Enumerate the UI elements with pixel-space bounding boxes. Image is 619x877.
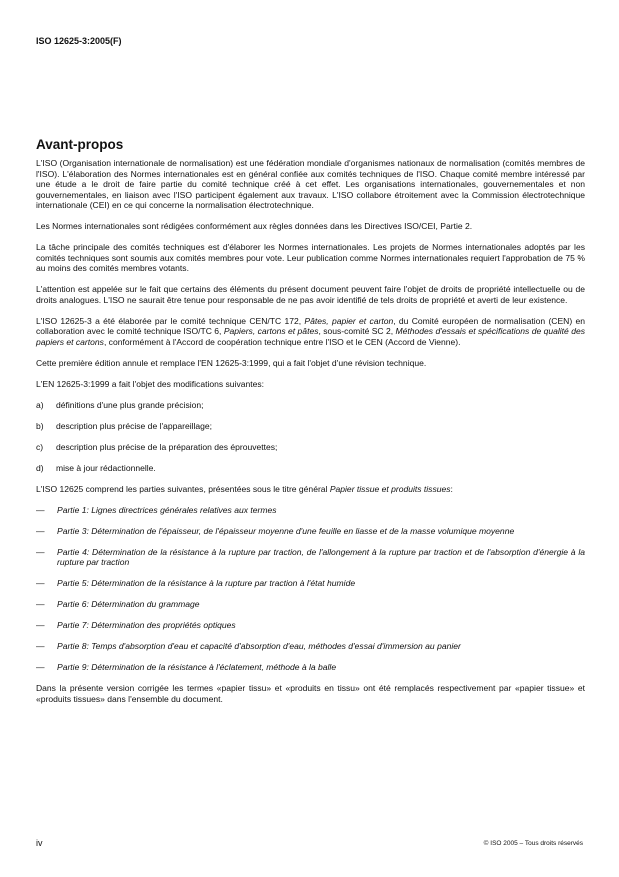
list-marker: a) bbox=[36, 399, 44, 410]
page-title: Avant-propos bbox=[36, 137, 124, 152]
list-text: Partie 6: Détermination du grammage bbox=[57, 599, 200, 609]
italic-text: Papier tissue et produits tissues bbox=[329, 483, 451, 494]
italic-text: Pâtes, papier et carton bbox=[304, 315, 394, 326]
text: , conformément à l'Accord de coopération technique entre l'ISO et le CEN (Accord de Vienne). bbox=[103, 336, 461, 347]
paragraph: La tâche principale des comités techniques est d'élaborer les Normes internationales. Les projets de Normes internationales adoptés par les comités techniques sont soumis aux comités membres pour vote. Leur publication comme Normes internationales requiert l'approbation de 75 % au moins des comités membres votants. bbox=[36, 242, 585, 273]
list-text: Partie 1: Lignes directrices générales relatives aux termes bbox=[57, 504, 277, 515]
list-item bbox=[36, 547, 585, 568]
list-item bbox=[36, 421, 585, 432]
dash-marker: — bbox=[36, 525, 45, 536]
dash-marker: — bbox=[36, 504, 45, 515]
list-item bbox=[36, 599, 585, 610]
parts-list bbox=[36, 505, 585, 673]
paragraph: Les Normes internationales sont rédigées conformément aux règles données dans les Directives ISO/CEI, Partie 2. bbox=[36, 221, 473, 231]
dash-marker: — bbox=[36, 578, 45, 588]
text: L'ISO 12625 comprend les parties suivantes, présentées sous le titre général bbox=[36, 483, 330, 494]
italic-text: Méthodes d'essais et spécifications de qualité des papiers et cartons bbox=[36, 326, 585, 347]
paragraph: Dans la présente version corrigée les termes «papier tissu» et «produits en tissu» ont été remplacés respectivement par «papier tissue» et «produits tissues» dans l'ensemble du document. bbox=[36, 683, 585, 704]
list-marker: b) bbox=[36, 420, 44, 431]
text: , sous-comité SC 2, bbox=[318, 326, 396, 336]
list-text: Partie 8: Temps d'absorption d'eau et capacité d'absorption d'eau, méthodes d'essai d'immersion au panier bbox=[57, 641, 461, 651]
dash-marker: — bbox=[36, 620, 45, 630]
copyright-notice: © ISO 2005 – Tous droits réservés bbox=[483, 840, 583, 847]
text: : bbox=[450, 483, 453, 494]
list-marker: c) bbox=[36, 441, 44, 452]
text: , du Comité européen de normalisation (CEN) en collaboration avec le comité technique ISO/TC 6, bbox=[36, 315, 586, 336]
modifications-list bbox=[36, 400, 585, 474]
dash-marker: — bbox=[36, 546, 45, 557]
list-marker: d) bbox=[36, 462, 44, 473]
paragraph: L'EN 12625-3:1999 a fait l'objet des modifications suivantes: bbox=[36, 378, 264, 389]
paragraph bbox=[36, 316, 585, 348]
dash-marker: — bbox=[36, 641, 45, 651]
list-text: description plus précise de la préparation des éprouvettes; bbox=[56, 441, 278, 452]
paragraph bbox=[36, 484, 585, 495]
italic-text: Papiers, cartons et pâtes bbox=[223, 326, 319, 336]
list-item bbox=[36, 526, 585, 537]
list-text: Partie 9: Détermination de la résistance à l'éclatement, méthode à la balle bbox=[57, 662, 337, 672]
document-body bbox=[36, 158, 585, 715]
list-item bbox=[36, 662, 585, 673]
list-item bbox=[36, 400, 585, 411]
paragraph: L'attention est appelée sur le fait que certains des éléments du présent document peuvent faire l'objet de droits de propriété intellectuelle ou de droits analogues. L'ISO ne saurait être tenue pour responsable de ne pas avoir identifié de tels droits de propriété et averti de leur existence. bbox=[36, 284, 585, 305]
list-text: Partie 4: Détermination de la résistance à la rupture par traction, de l'allongement à la rupture par traction et de l'absorption d'énergie à la rupture par traction bbox=[57, 546, 585, 567]
list-text: définitions d'une plus grande précision; bbox=[56, 399, 204, 410]
list-text: Partie 7: Détermination des propriétés optiques bbox=[57, 620, 236, 630]
list-item bbox=[36, 505, 585, 516]
list-text: Partie 3: Détermination de l'épaisseur, de l'épaisseur moyenne d'une feuille en liasse et de la masse volumique moyenne bbox=[57, 525, 515, 536]
page-number: iv bbox=[36, 838, 43, 848]
paragraph: Cette première édition annule et remplace l'EN 12625-3:1999, qui a fait l'objet d'une révision technique. bbox=[36, 357, 427, 368]
list-item bbox=[36, 641, 585, 652]
dash-marker: — bbox=[36, 599, 45, 609]
list-item bbox=[36, 463, 585, 474]
list-item bbox=[36, 578, 585, 589]
list-item bbox=[36, 442, 585, 453]
list-text: Partie 5: Détermination de la résistance à la rupture par traction à l'état humide bbox=[57, 578, 356, 588]
paragraph: L'ISO (Organisation internationale de normalisation) est une fédération mondiale d'organismes nationaux de normalisation (comités membres de l'ISO). L'élaboration des Normes internationales est en général confiée aux comités techniques de l'ISO. Chaque comité membre intéressé par une étude a le droit de faire partie du comité technique créé à cet effet. Les organisations internationales, gouvernementales et non gouvernementales, en liaison avec l'ISO participent également aux travaux. L'ISO collabore étroitement avec la Commission électrotechnique internationale (CEI) en ce qui concerne la normalisation électrotechnique. bbox=[36, 158, 585, 210]
list-text: description plus précise de l'appareillage; bbox=[56, 420, 213, 431]
list-text: mise à jour rédactionnelle. bbox=[56, 462, 156, 473]
text: L'ISO 12625-3 a été élaborée par le comité technique CEN/TC 172, bbox=[36, 315, 305, 326]
document-header: ISO 12625-3:2005(F) bbox=[36, 36, 122, 46]
list-item bbox=[36, 620, 585, 631]
dash-marker: — bbox=[36, 662, 45, 672]
